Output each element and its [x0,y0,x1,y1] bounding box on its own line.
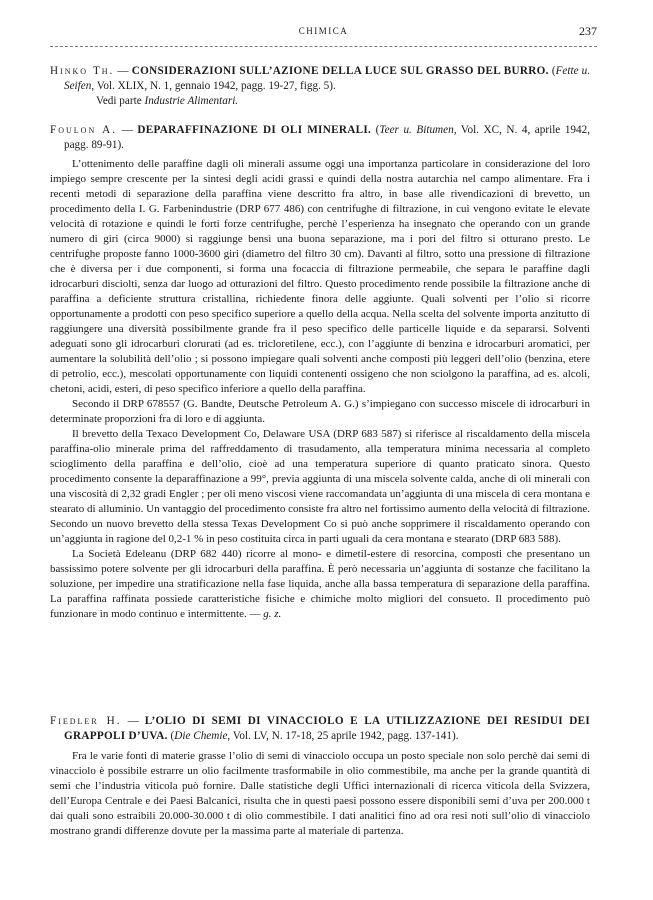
article-heading: Foulon A. — DEPARAFFINAZIONE DI OLI MINERALI. (Teer u. Bitumen, Vol. XC, N. 4, aprile 1942, pagg. 89-91). [50,124,590,151]
article-foulon [50,123,590,622]
article-heading: Hinko Th. — CONSIDERAZIONI SULL’AZIONE DELLA LUCE SUL GRASSO DEL BURRO. (Fette u. Seifen, Vol. XLIX, N. 1, gennaio 1942, pagg. 19-27, figg. 5). [50,65,591,92]
article-title: L’OLIO DI SEMI DI VINACCIOLO E LA UTILIZZAZIONE DEI RESIDUI DEI GRAPPOLI D’UVA. [64,715,590,742]
article-title: DEPARAFFINAZIONE DI OLI MINERALI. [137,124,372,136]
article-fiedler [50,714,590,839]
paragraph: Fra le varie fonti di materie grasse l’olio di semi di vinacciolo occupa un posto speciale non solo perchè dai semi di vinacciolo è possibile estrarre un olio facilmente trasformabile in olio commestibile, ma anche per la grande quantità di semi che l’industria viticola può fornire. Dalle statistiche degli Uffici internazionali di ricerca viticola della Svizzera, dell’Europa Centrale e dei Paesi Balcanici, risulta che in questi paesi possono essere disponibili semi d’uva per 200.000 t dai quali sono estraibili 20.000-30.000 t di olio commestibile. I dati analitici fino ad ora resi noti sull’olio di vinacciolo mostrano grandi differenze dovute per la massima parte al materiale di partenza. [50,750,590,837]
article-journal: Fette u. Seifen [64,65,591,92]
see-also-note [50,94,590,109]
article-body [50,157,590,622]
paragraph-text: La Società Edeleanu (DRP 682 440) ricorre al mono- e dimetil-estere di resorcina, composti che presentano un bassissimo potere solvente per gli idrocarburi della paraffina. È però necessaria un’aggiunta di sostanze che facilitano la soluzione, per impedire una stratificazione nella fase liquida, anche alla bassa temperatura di separazione della paraffina. La paraffina raffinata possiede caratteristiche fisiche e chimiche molto migliori del consueto. Il procedimento può funzionare in modo continuo e intermittente. — [50,548,590,620]
article-journal: Teer u. Bitumen [379,124,454,136]
author-initials: g. z. [263,608,282,620]
article-heading: Fiedler H. — L’OLIO DI SEMI DI VINACCIOLO E LA UTILIZZAZIONE DEI RESIDUI DEI GRAPPOLI D’UVA. (Die Chemie, Vol. LV, N. 17-18, 25 aprile 1942, pagg. 137-141). [50,715,590,742]
running-header [50,26,597,52]
article-journal: Die Chemie [174,730,228,742]
article-hinko [50,64,590,109]
paragraph-with-signature [50,547,590,622]
article-author: Fiedler H. [50,715,122,727]
header-divider [50,46,597,47]
article-title: CONSIDERAZIONI SULL’AZIONE DELLA LUCE SUL GRASSO DEL BURRO. [131,65,549,77]
article-citation: , Vol. XC, N. 4, aprile 1942, pagg. 89-91). [64,124,590,151]
paragraph: L’ottenimento delle paraffine dagli oli minerali assume oggi una importanza particolare in considerazione del loro impiego sempre crescente per la sintesi degli acidi grassi e quindi della nostra autarchia nel campo alimentare. Fra i recenti metodi di separazione della paraffina viene descritto fra altro, in base alle rivendicazioni di brevetto, un procedimento della I. G. Farbenindustrie (DRP 677 486) con centrifughe di filtrazione, in cui vengono evitate le elevate velocità di rotazione e quindi le forti forze centrifughe, perchè l’esperienza ha insegnato che operando con un grande numero di giri (circa 9000) si raggiunge bensì una buona separazione, ma i pori del filtro si otturano presto. Le centrifughe proposte fanno 1000-3600 giri (diametro del filtro 30 cm). Davanti al filtro, sotto una pressione di filtrazione che è diversa per i due componenti, si forma una focaccia di filtrazione permeabile, che separa le paraffine dagli idrocarburi disciolti, senza dar luogo ad otturazioni del filtro. Questo procedimento rende possibile la filtrazione anche di paraffina a deficiente struttura cristallina, richiedente finora delle aggiunte. Quali solventi per l’olio si ricorre opportunamente a prodotti con peso specifico superiore a quello della acqua. Nella scelta del solvente importa anzitutto di raggiungere una diversità possibilmente grande fra il peso specifico delle particelle liquide e da separarsi. Solventi adeguati sono gli idrocarburi clorurati (ad es. tricloretilene, ecc.), con l’aggiunte di benzina e idrocarburi aromatici, per aumentare la solubilità dell’olio ; si possono impiegare quali solventi anche composti più leggeri dell’olio (benzina, etere di petrolio, ecc.), mescolati opportunamente con liquidi contenenti ossigeno che non sciolgono la paraffina, ad es. alcoli, chetoni, acidi, esteri, di peso specifico inferiore a quello della paraffina. [50,158,590,395]
see-also-prefix: Vedi parte [96,95,142,107]
running-header-title: CHIMICA [298,26,349,36]
article-author: Hinko Th. [50,65,115,77]
article-citation: , Vol. XLIX, N. 1, gennaio 1942, pagg. 19-27, figg. 5). [91,80,336,92]
see-also-target: Industrie Alimentari. [144,95,239,107]
paragraph: Secondo il DRP 678557 (G. Bandte, Deutsche Petroleum A. G.) s’impiegano con successo miscele di idrocarburi in determinate proporzioni fra di loro e di aggiunta. [50,398,590,425]
page-number: 237 [579,24,597,38]
paragraph: Il brevetto della Texaco Development Co, Delaware USA (DRP 683 587) si riferisce al riscaldamento della miscela paraffina-olio minerale prima del raffreddamento di trasudamento, alla temperatura minima necessaria al completo scioglimento della paraffina e dell’olio, cioè ad una temperatura superiore di quanto praticato sinora. Questo procedimento consente la deparaffinazione a 99°, previa aggiunta di una miscela solvente calda, anche di oli minerali con una viscosità di 2,32 gradi Engler ; per oli meno viscosi viene raccomandata un’aggiunta di una miscela di cera montana e stearato di alluminio. Un vantaggio del procedimento consiste fra altro nel fortissimo aumento della velocità di filtrazione. Secondo un nuovo brevetto della stessa Texas Development Co si può anche sopprimere il riscaldamento operando con un’aggiunta in ragione del 0,2-1 % in peso costituita circa in parti uguali da cera montana e stearato (DRP 683 588). [50,428,590,545]
article-body [50,749,590,839]
article-citation: , Vol. LV, N. 17-18, 25 aprile 1942, pagg. 137-141). [227,730,459,742]
article-author: Foulon A. [50,124,118,136]
